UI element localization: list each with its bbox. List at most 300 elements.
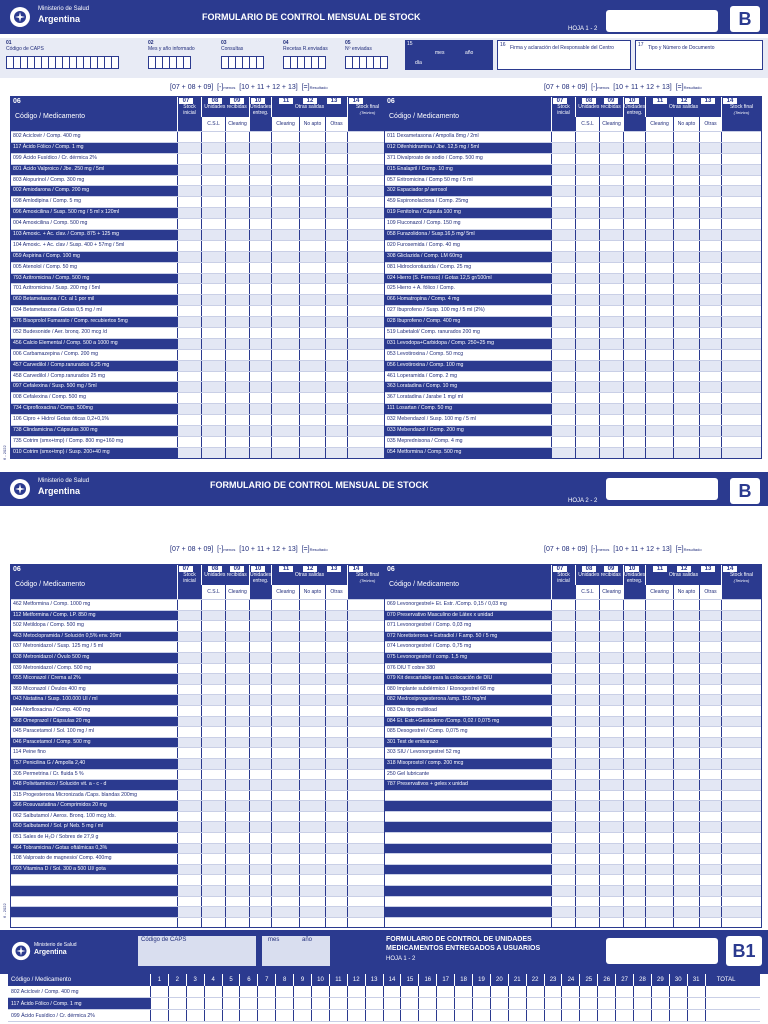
quantity-cell[interactable] bbox=[347, 197, 387, 207]
quantity-cell[interactable] bbox=[299, 317, 325, 327]
quantity-cell[interactable] bbox=[271, 907, 299, 917]
quantity-cell[interactable] bbox=[271, 748, 299, 758]
quantity-cell[interactable] bbox=[699, 685, 721, 695]
quantity-cell[interactable] bbox=[249, 154, 271, 164]
quantity-cell[interactable] bbox=[225, 274, 249, 284]
quantity-cell[interactable] bbox=[721, 132, 761, 142]
quantity-cell[interactable] bbox=[623, 426, 645, 436]
quantity-cell[interactable] bbox=[699, 918, 721, 928]
quantity-cell[interactable] bbox=[551, 219, 575, 229]
quantity-cell[interactable] bbox=[325, 132, 347, 142]
quantity-cell[interactable] bbox=[673, 382, 699, 392]
quantity-cell[interactable] bbox=[201, 382, 225, 392]
quantity-cell[interactable] bbox=[599, 328, 623, 338]
quantity-cell[interactable] bbox=[599, 274, 623, 284]
quantity-cell[interactable] bbox=[325, 317, 347, 327]
quantity-cell[interactable] bbox=[177, 165, 201, 175]
day-quantity-cell[interactable] bbox=[293, 998, 311, 1009]
quantity-cell[interactable] bbox=[325, 426, 347, 436]
quantity-cell[interactable] bbox=[551, 833, 575, 843]
day-quantity-cell[interactable] bbox=[239, 986, 257, 997]
quantity-cell[interactable] bbox=[271, 382, 299, 392]
quantity-cell[interactable] bbox=[201, 812, 225, 822]
quantity-cell[interactable] bbox=[299, 801, 325, 811]
quantity-cell[interactable] bbox=[201, 143, 225, 153]
quantity-cell[interactable] bbox=[673, 801, 699, 811]
day-quantity-cell[interactable] bbox=[311, 998, 329, 1009]
day-quantity-cell[interactable] bbox=[329, 986, 347, 997]
quantity-cell[interactable] bbox=[673, 875, 699, 885]
quantity-cell[interactable] bbox=[645, 176, 673, 186]
quantity-cell[interactable] bbox=[325, 621, 347, 631]
quantity-cell[interactable] bbox=[599, 674, 623, 684]
quantity-cell[interactable] bbox=[623, 664, 645, 674]
quantity-cell[interactable] bbox=[271, 426, 299, 436]
day-quantity-cell[interactable] bbox=[436, 998, 454, 1009]
quantity-cell[interactable] bbox=[699, 727, 721, 737]
quantity-cell[interactable] bbox=[225, 907, 249, 917]
quantity-cell[interactable] bbox=[673, 611, 699, 621]
quantity-cell[interactable] bbox=[623, 219, 645, 229]
quantity-cell[interactable] bbox=[599, 706, 623, 716]
quantity-cell[interactable] bbox=[673, 844, 699, 854]
quantity-cell[interactable] bbox=[177, 642, 201, 652]
quantity-cell[interactable] bbox=[249, 759, 271, 769]
quantity-cell[interactable] bbox=[551, 653, 575, 663]
quantity-cell[interactable] bbox=[225, 759, 249, 769]
quantity-cell[interactable] bbox=[271, 801, 299, 811]
quantity-cell[interactable] bbox=[249, 695, 271, 705]
quantity-cell[interactable] bbox=[699, 653, 721, 663]
quantity-cell[interactable] bbox=[299, 415, 325, 425]
day-quantity-cell[interactable] bbox=[669, 1010, 687, 1021]
quantity-cell[interactable] bbox=[225, 717, 249, 727]
quantity-cell[interactable] bbox=[599, 448, 623, 458]
quantity-cell[interactable] bbox=[721, 361, 761, 371]
quantity-cell[interactable] bbox=[299, 780, 325, 790]
quantity-cell[interactable] bbox=[673, 886, 699, 896]
quantity-cell[interactable] bbox=[271, 165, 299, 175]
quantity-cell[interactable] bbox=[201, 695, 225, 705]
quantity-cell[interactable] bbox=[325, 241, 347, 251]
quantity-cell[interactable] bbox=[201, 284, 225, 294]
quantity-cell[interactable] bbox=[699, 717, 721, 727]
day-quantity-cell[interactable] bbox=[400, 998, 418, 1009]
quantity-cell[interactable] bbox=[347, 653, 387, 663]
quantity-cell[interactable] bbox=[645, 372, 673, 382]
quantity-cell[interactable] bbox=[575, 664, 599, 674]
quantity-cell[interactable] bbox=[645, 886, 673, 896]
quantity-cell[interactable] bbox=[225, 727, 249, 737]
quantity-cell[interactable] bbox=[645, 727, 673, 737]
quantity-cell[interactable] bbox=[575, 317, 599, 327]
quantity-cell[interactable] bbox=[673, 306, 699, 316]
quantity-cell[interactable] bbox=[699, 295, 721, 305]
quantity-cell[interactable] bbox=[645, 822, 673, 832]
quantity-cell[interactable] bbox=[623, 241, 645, 251]
quantity-cell[interactable] bbox=[645, 437, 673, 447]
quantity-cell[interactable] bbox=[225, 197, 249, 207]
quantity-cell[interactable] bbox=[177, 748, 201, 758]
quantity-cell[interactable] bbox=[177, 695, 201, 705]
quantity-cell[interactable] bbox=[299, 404, 325, 414]
total-cell[interactable] bbox=[705, 1010, 747, 1021]
quantity-cell[interactable] bbox=[575, 812, 599, 822]
quantity-cell[interactable] bbox=[347, 748, 387, 758]
quantity-cell[interactable] bbox=[347, 611, 387, 621]
quantity-cell[interactable] bbox=[599, 339, 623, 349]
quantity-cell[interactable] bbox=[347, 252, 387, 262]
quantity-cell[interactable] bbox=[575, 404, 599, 414]
quantity-cell[interactable] bbox=[575, 759, 599, 769]
quantity-cell[interactable] bbox=[623, 780, 645, 790]
quantity-cell[interactable] bbox=[599, 642, 623, 652]
quantity-cell[interactable] bbox=[673, 393, 699, 403]
quantity-cell[interactable] bbox=[699, 317, 721, 327]
quantity-cell[interactable] bbox=[249, 252, 271, 262]
quantity-cell[interactable] bbox=[645, 252, 673, 262]
quantity-cell[interactable] bbox=[721, 738, 761, 748]
caps-code-field[interactable] bbox=[6, 56, 118, 69]
quantity-cell[interactable] bbox=[721, 252, 761, 262]
quantity-cell[interactable] bbox=[201, 886, 225, 896]
quantity-cell[interactable] bbox=[271, 875, 299, 885]
quantity-cell[interactable] bbox=[325, 611, 347, 621]
quantity-cell[interactable] bbox=[699, 404, 721, 414]
quantity-cell[interactable] bbox=[325, 230, 347, 240]
quantity-cell[interactable] bbox=[201, 393, 225, 403]
quantity-cell[interactable] bbox=[249, 317, 271, 327]
quantity-cell[interactable] bbox=[673, 653, 699, 663]
quantity-cell[interactable] bbox=[249, 653, 271, 663]
quantity-cell[interactable] bbox=[201, 263, 225, 273]
quantity-cell[interactable] bbox=[271, 306, 299, 316]
quantity-cell[interactable] bbox=[347, 706, 387, 716]
quantity-cell[interactable] bbox=[575, 426, 599, 436]
quantity-cell[interactable] bbox=[347, 844, 387, 854]
quantity-cell[interactable] bbox=[645, 263, 673, 273]
quantity-cell[interactable] bbox=[271, 154, 299, 164]
quantity-cell[interactable] bbox=[271, 674, 299, 684]
day-quantity-cell[interactable] bbox=[526, 1010, 544, 1021]
quantity-cell[interactable] bbox=[271, 186, 299, 196]
quantity-cell[interactable] bbox=[623, 886, 645, 896]
quantity-cell[interactable] bbox=[271, 230, 299, 240]
day-quantity-cell[interactable] bbox=[365, 1010, 383, 1021]
quantity-cell[interactable] bbox=[673, 176, 699, 186]
quantity-cell[interactable] bbox=[201, 415, 225, 425]
quantity-cell[interactable] bbox=[575, 780, 599, 790]
quantity-cell[interactable] bbox=[249, 132, 271, 142]
quantity-cell[interactable] bbox=[551, 695, 575, 705]
quantity-cell[interactable] bbox=[673, 674, 699, 684]
quantity-cell[interactable] bbox=[347, 208, 387, 218]
quantity-cell[interactable] bbox=[699, 241, 721, 251]
day-quantity-cell[interactable] bbox=[472, 986, 490, 997]
quantity-cell[interactable] bbox=[575, 252, 599, 262]
quantity-cell[interactable] bbox=[271, 642, 299, 652]
quantity-cell[interactable] bbox=[623, 801, 645, 811]
quantity-cell[interactable] bbox=[721, 426, 761, 436]
quantity-cell[interactable] bbox=[347, 404, 387, 414]
quantity-cell[interactable] bbox=[201, 621, 225, 631]
quantity-cell[interactable] bbox=[673, 415, 699, 425]
quantity-cell[interactable] bbox=[225, 208, 249, 218]
quantity-cell[interactable] bbox=[673, 780, 699, 790]
quantity-cell[interactable] bbox=[645, 274, 673, 284]
quantity-cell[interactable] bbox=[721, 230, 761, 240]
quantity-cell[interactable] bbox=[249, 738, 271, 748]
day-quantity-cell[interactable] bbox=[544, 1010, 562, 1021]
quantity-cell[interactable] bbox=[271, 252, 299, 262]
day-quantity-cell[interactable] bbox=[347, 986, 365, 997]
quantity-cell[interactable] bbox=[551, 865, 575, 875]
quantity-cell[interactable] bbox=[699, 382, 721, 392]
quantity-cell[interactable] bbox=[673, 263, 699, 273]
day-quantity-cell[interactable] bbox=[526, 998, 544, 1009]
quantity-cell[interactable] bbox=[271, 727, 299, 737]
quantity-cell[interactable] bbox=[347, 642, 387, 652]
quantity-cell[interactable] bbox=[177, 780, 201, 790]
quantity-cell[interactable] bbox=[225, 186, 249, 196]
quantity-cell[interactable] bbox=[599, 382, 623, 392]
quantity-cell[interactable] bbox=[177, 295, 201, 305]
quantity-cell[interactable] bbox=[699, 748, 721, 758]
quantity-cell[interactable] bbox=[699, 801, 721, 811]
quantity-cell[interactable] bbox=[177, 632, 201, 642]
quantity-cell[interactable] bbox=[623, 621, 645, 631]
quantity-cell[interactable] bbox=[347, 361, 387, 371]
quantity-cell[interactable] bbox=[623, 284, 645, 294]
quantity-cell[interactable] bbox=[645, 165, 673, 175]
quantity-cell[interactable] bbox=[623, 143, 645, 153]
quantity-cell[interactable] bbox=[225, 372, 249, 382]
quantity-cell[interactable] bbox=[225, 600, 249, 610]
quantity-cell[interactable] bbox=[645, 284, 673, 294]
day-quantity-cell[interactable] bbox=[472, 998, 490, 1009]
quantity-cell[interactable] bbox=[299, 274, 325, 284]
quantity-cell[interactable] bbox=[347, 437, 387, 447]
month-year-field[interactable] bbox=[148, 56, 190, 69]
quantity-cell[interactable] bbox=[721, 748, 761, 758]
day-quantity-cell[interactable] bbox=[204, 986, 222, 997]
quantity-cell[interactable] bbox=[201, 791, 225, 801]
quantity-cell[interactable] bbox=[271, 415, 299, 425]
quantity-cell[interactable] bbox=[699, 897, 721, 907]
quantity-cell[interactable] bbox=[347, 833, 387, 843]
quantity-cell[interactable] bbox=[673, 132, 699, 142]
quantity-cell[interactable] bbox=[347, 143, 387, 153]
quantity-cell[interactable] bbox=[699, 674, 721, 684]
quantity-cell[interactable] bbox=[299, 143, 325, 153]
quantity-cell[interactable] bbox=[575, 727, 599, 737]
quantity-cell[interactable] bbox=[699, 907, 721, 917]
quantity-cell[interactable] bbox=[721, 165, 761, 175]
quantity-cell[interactable] bbox=[721, 706, 761, 716]
quantity-cell[interactable] bbox=[201, 822, 225, 832]
quantity-cell[interactable] bbox=[177, 176, 201, 186]
day-quantity-cell[interactable] bbox=[454, 986, 472, 997]
quantity-cell[interactable] bbox=[645, 361, 673, 371]
quantity-cell[interactable] bbox=[201, 328, 225, 338]
quantity-cell[interactable] bbox=[551, 317, 575, 327]
quantity-cell[interactable] bbox=[271, 219, 299, 229]
quantity-cell[interactable] bbox=[623, 372, 645, 382]
quantity-cell[interactable] bbox=[623, 717, 645, 727]
quantity-cell[interactable] bbox=[673, 426, 699, 436]
quantity-cell[interactable] bbox=[623, 415, 645, 425]
document-number-field[interactable] bbox=[635, 40, 763, 70]
quantity-cell[interactable] bbox=[177, 328, 201, 338]
quantity-cell[interactable] bbox=[645, 812, 673, 822]
quantity-cell[interactable] bbox=[249, 907, 271, 917]
quantity-cell[interactable] bbox=[699, 791, 721, 801]
quantity-cell[interactable] bbox=[645, 918, 673, 928]
quantity-cell[interactable] bbox=[271, 208, 299, 218]
quantity-cell[interactable] bbox=[347, 717, 387, 727]
quantity-cell[interactable] bbox=[299, 350, 325, 360]
quantity-cell[interactable] bbox=[721, 176, 761, 186]
quantity-cell[interactable] bbox=[347, 165, 387, 175]
quantity-cell[interactable] bbox=[325, 372, 347, 382]
quantity-cell[interactable] bbox=[249, 822, 271, 832]
quantity-cell[interactable] bbox=[721, 143, 761, 153]
quantity-cell[interactable] bbox=[177, 791, 201, 801]
quantity-cell[interactable] bbox=[699, 393, 721, 403]
day-quantity-cell[interactable] bbox=[168, 1010, 186, 1021]
quantity-cell[interactable] bbox=[177, 685, 201, 695]
quantity-cell[interactable] bbox=[673, 328, 699, 338]
quantity-cell[interactable] bbox=[575, 176, 599, 186]
day-quantity-cell[interactable] bbox=[454, 998, 472, 1009]
quantity-cell[interactable] bbox=[177, 361, 201, 371]
quantity-cell[interactable] bbox=[177, 415, 201, 425]
quantity-cell[interactable] bbox=[673, 695, 699, 705]
quantity-cell[interactable] bbox=[249, 208, 271, 218]
quantity-cell[interactable] bbox=[599, 886, 623, 896]
quantity-cell[interactable] bbox=[721, 382, 761, 392]
quantity-cell[interactable] bbox=[299, 600, 325, 610]
quantity-cell[interactable] bbox=[599, 918, 623, 928]
quantity-cell[interactable] bbox=[299, 132, 325, 142]
quantity-cell[interactable] bbox=[201, 759, 225, 769]
sheet-number-box[interactable] bbox=[606, 10, 718, 32]
quantity-cell[interactable] bbox=[699, 306, 721, 316]
quantity-cell[interactable] bbox=[721, 717, 761, 727]
quantity-cell[interactable] bbox=[673, 664, 699, 674]
quantity-cell[interactable] bbox=[225, 219, 249, 229]
quantity-cell[interactable] bbox=[201, 176, 225, 186]
quantity-cell[interactable] bbox=[225, 621, 249, 631]
quantity-cell[interactable] bbox=[225, 865, 249, 875]
quantity-cell[interactable] bbox=[575, 791, 599, 801]
quantity-cell[interactable] bbox=[347, 801, 387, 811]
quantity-cell[interactable] bbox=[551, 154, 575, 164]
quantity-cell[interactable] bbox=[299, 632, 325, 642]
quantity-cell[interactable] bbox=[347, 230, 387, 240]
quantity-cell[interactable] bbox=[225, 822, 249, 832]
quantity-cell[interactable] bbox=[721, 918, 761, 928]
quantity-cell[interactable] bbox=[599, 717, 623, 727]
quantity-cell[interactable] bbox=[699, 695, 721, 705]
quantity-cell[interactable] bbox=[645, 426, 673, 436]
quantity-cell[interactable] bbox=[249, 854, 271, 864]
quantity-cell[interactable] bbox=[721, 208, 761, 218]
quantity-cell[interactable] bbox=[575, 886, 599, 896]
quantity-cell[interactable] bbox=[271, 918, 299, 928]
quantity-cell[interactable] bbox=[347, 328, 387, 338]
quantity-cell[interactable] bbox=[673, 632, 699, 642]
quantity-cell[interactable] bbox=[599, 165, 623, 175]
quantity-cell[interactable] bbox=[347, 727, 387, 737]
quantity-cell[interactable] bbox=[645, 844, 673, 854]
quantity-cell[interactable] bbox=[551, 208, 575, 218]
day-quantity-cell[interactable] bbox=[418, 998, 436, 1009]
day-quantity-cell[interactable] bbox=[597, 986, 615, 997]
quantity-cell[interactable] bbox=[551, 812, 575, 822]
quantity-cell[interactable] bbox=[177, 844, 201, 854]
day-quantity-cell[interactable] bbox=[150, 1010, 168, 1021]
quantity-cell[interactable] bbox=[225, 382, 249, 392]
quantity-cell[interactable] bbox=[271, 393, 299, 403]
quantity-cell[interactable] bbox=[623, 674, 645, 684]
quantity-cell[interactable] bbox=[721, 865, 761, 875]
quantity-cell[interactable] bbox=[249, 664, 271, 674]
quantity-cell[interactable] bbox=[177, 854, 201, 864]
quantity-cell[interactable] bbox=[673, 230, 699, 240]
quantity-cell[interactable] bbox=[551, 437, 575, 447]
quantity-cell[interactable] bbox=[575, 263, 599, 273]
quantity-cell[interactable] bbox=[623, 738, 645, 748]
quantity-cell[interactable] bbox=[599, 350, 623, 360]
quantity-cell[interactable] bbox=[201, 132, 225, 142]
quantity-cell[interactable] bbox=[347, 448, 387, 458]
quantity-cell[interactable] bbox=[177, 372, 201, 382]
quantity-cell[interactable] bbox=[225, 611, 249, 621]
quantity-cell[interactable] bbox=[599, 653, 623, 663]
day-quantity-cell[interactable] bbox=[615, 998, 633, 1009]
quantity-cell[interactable] bbox=[347, 759, 387, 769]
quantity-cell[interactable] bbox=[599, 263, 623, 273]
quantity-cell[interactable] bbox=[599, 897, 623, 907]
quantity-cell[interactable] bbox=[575, 143, 599, 153]
quantity-cell[interactable] bbox=[721, 854, 761, 864]
quantity-cell[interactable] bbox=[325, 219, 347, 229]
quantity-cell[interactable] bbox=[201, 632, 225, 642]
day-quantity-cell[interactable] bbox=[239, 1010, 257, 1021]
caps-code-field[interactable] bbox=[138, 936, 256, 966]
quantity-cell[interactable] bbox=[699, 186, 721, 196]
quantity-cell[interactable] bbox=[599, 632, 623, 642]
quantity-cell[interactable] bbox=[299, 186, 325, 196]
quantity-cell[interactable] bbox=[623, 706, 645, 716]
day-quantity-cell[interactable] bbox=[561, 1010, 579, 1021]
quantity-cell[interactable] bbox=[271, 197, 299, 207]
quantity-cell[interactable] bbox=[721, 339, 761, 349]
quantity-cell[interactable] bbox=[201, 361, 225, 371]
quantity-cell[interactable] bbox=[225, 132, 249, 142]
quantity-cell[interactable] bbox=[551, 770, 575, 780]
quantity-cell[interactable] bbox=[249, 186, 271, 196]
quantity-cell[interactable] bbox=[347, 393, 387, 403]
quantity-cell[interactable] bbox=[599, 664, 623, 674]
quantity-cell[interactable] bbox=[599, 844, 623, 854]
quantity-cell[interactable] bbox=[575, 738, 599, 748]
quantity-cell[interactable] bbox=[645, 295, 673, 305]
quantity-cell[interactable] bbox=[201, 306, 225, 316]
quantity-cell[interactable] bbox=[201, 219, 225, 229]
quantity-cell[interactable] bbox=[299, 907, 325, 917]
